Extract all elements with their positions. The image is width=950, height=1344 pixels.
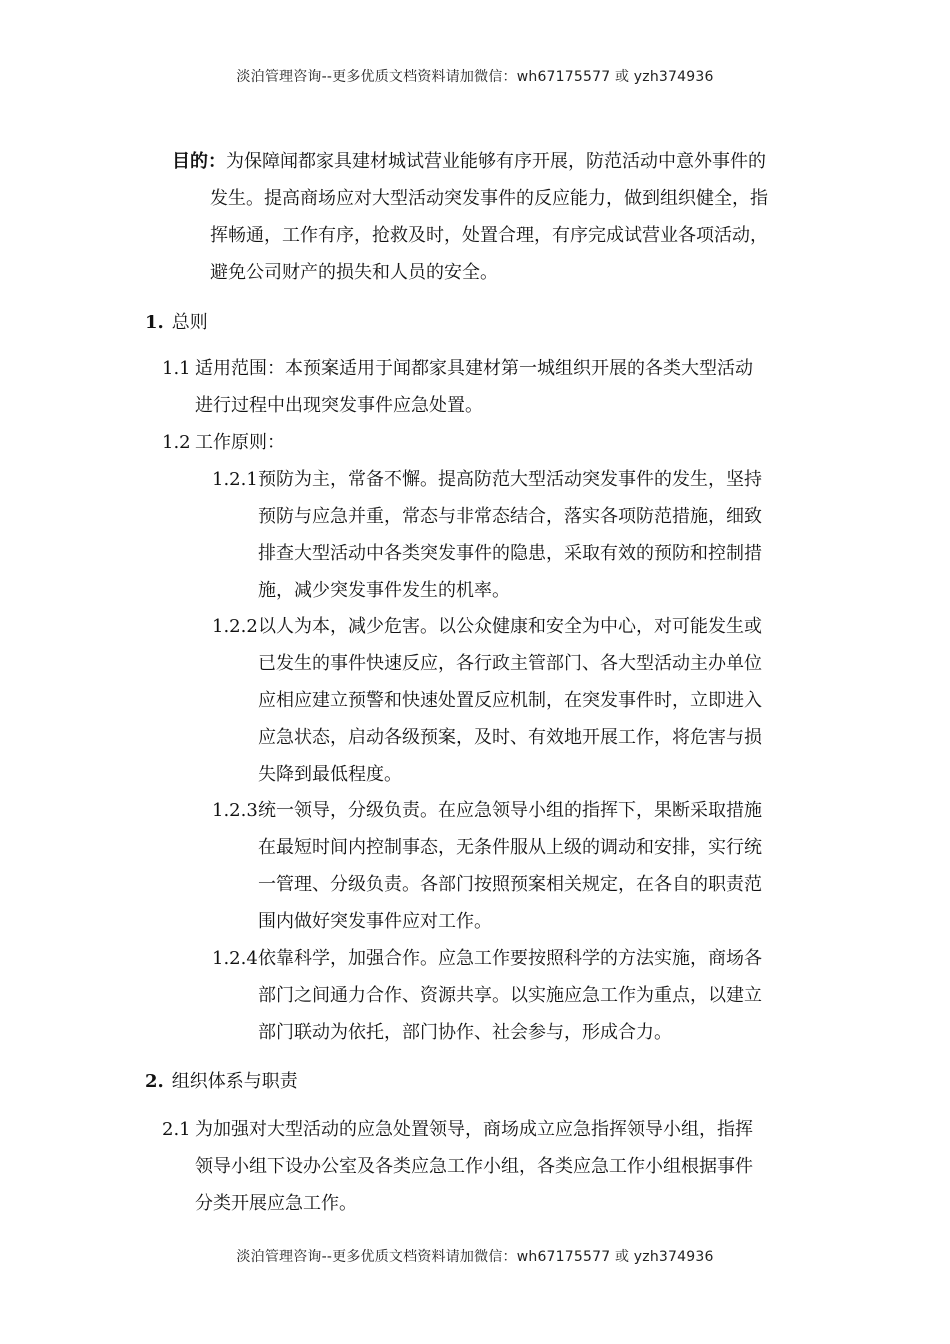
section-title: 组织体系与职责: [171, 1071, 298, 1092]
clause-1-2-2: [212, 608, 812, 793]
purpose-line: 发生。提高商场应对大型活动突发事件的反应能力，做到组织健全，指: [210, 188, 768, 209]
clause-line: 分类开展应急工作。: [195, 1193, 357, 1214]
clause-number: 1.2.2: [212, 616, 258, 637]
clause-line: 为加强对大型活动的应急处置领导，商场成立应急指挥领导小组，指挥: [195, 1119, 753, 1140]
clause-line: 预防为主，常备不懈。提高防范大型活动突发事件的发生，坚持: [258, 469, 762, 490]
page-footer: 淡泊管理咨询--更多优质文档资料请加微信：wh67175577 或 yzh374936: [236, 1249, 714, 1265]
clause-line: 施，减少突发事件发生的机率。: [258, 580, 510, 601]
clause-line: 部门之间通力合作、资源共享。以实施应急工作为重点，以建立: [258, 985, 762, 1006]
clause-line: 应急状态，启动各级预案，及时、有效地开展工作，将危害与损: [258, 727, 762, 748]
clause-line: 失降到最低程度。: [258, 764, 402, 785]
clause-line: 在最短时间内控制事态，无条件服从上级的调动和安排，实行统: [258, 837, 762, 858]
clause-line: 预防与应急并重，常态与非常态结合，落实各项防范措施，细致: [258, 506, 762, 527]
clause-number: 1.2.1: [212, 469, 258, 490]
section-heading: [145, 311, 208, 335]
purpose-line: 挥畅通，工作有序，抢救及时，处置合理，有序完成试营业各项活动，: [210, 225, 768, 246]
purpose-line: 避免公司财产的损失和人员的安全。: [210, 262, 498, 283]
clause-line: 一管理、分级负责。各部门按照预案相关规定，在各自的职责范: [258, 874, 762, 895]
clause-number: 2.1: [162, 1119, 191, 1140]
section-title: 总则: [171, 312, 208, 333]
clause-line: 排查大型活动中各类突发事件的隐患，采取有效的预防和控制措: [258, 543, 762, 564]
clause-line: 适用范围：本预案适用于闻都家具建材第一城组织开展的各类大型活动: [195, 358, 753, 379]
section-heading: [145, 1070, 298, 1094]
section-number: 1.: [145, 312, 164, 333]
clause-number: 1.2: [162, 432, 191, 453]
clause-line: 领导小组下设办公室及各类应急工作小组，各类应急工作小组根据事件: [195, 1156, 753, 1177]
clause-1-2: [162, 424, 812, 461]
page-header: 淡泊管理咨询--更多优质文档资料请加微信：wh67175577 或 yzh374936: [236, 69, 714, 85]
clause-1-1: [162, 350, 812, 424]
clause-line: 应相应建立预警和快速处置反应机制，在突发事件时，立即进入: [258, 690, 762, 711]
clause-number: 1.2.4: [212, 948, 258, 969]
clause-line: 统一领导，分级负责。在应急领导小组的指挥下，果断采取措施: [258, 800, 762, 821]
purpose-line: 为保障闻都家具建材城试营业能够有序开展，防范活动中意外事件的: [226, 151, 766, 172]
clause-1-2-1: [212, 461, 812, 609]
clause-line: 部门联动为依托，部门协作、社会参与，形成合力。: [258, 1022, 672, 1043]
clause-1-2-4: [212, 940, 812, 1051]
clause-number: 1.2.3: [212, 800, 258, 821]
clause-line: 以人为本，减少危害。以公众健康和安全为中心，对可能发生或: [258, 616, 762, 637]
purpose-label: 目的：: [172, 151, 226, 172]
clause-line: 围内做好突发事件应对工作。: [258, 911, 492, 932]
purpose-paragraph: [172, 143, 812, 291]
clause-number: 1.1: [162, 358, 191, 379]
section-number: 2.: [145, 1071, 164, 1092]
clause-line: 工作原则：: [195, 432, 285, 453]
clause-line: 依靠科学，加强合作。应急工作要按照科学的方法实施，商场各: [258, 948, 762, 969]
clause-line: 进行过程中出现突发事件应急处置。: [195, 395, 483, 416]
clause-2-1: [162, 1111, 812, 1222]
clause-line: 已发生的事件快速反应，各行政主管部门、各大型活动主办单位: [258, 653, 762, 674]
clause-1-2-3: [212, 792, 812, 940]
